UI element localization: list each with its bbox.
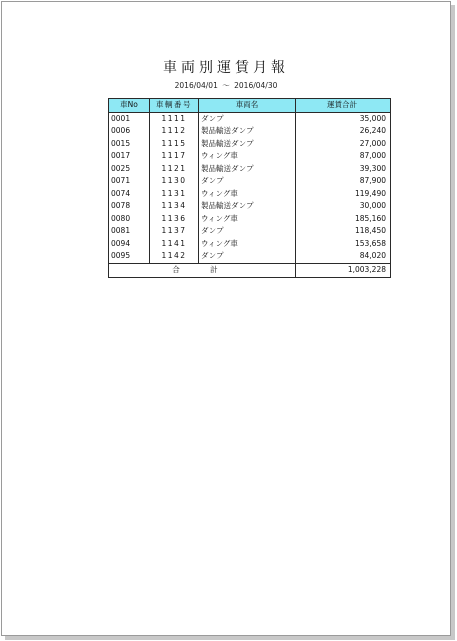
cell-vehicle-name: 製品輸送ダンプ (199, 125, 296, 138)
cell-registration-no: 1121 (150, 163, 199, 176)
table-row (109, 163, 391, 176)
cell-freight-amount: 118,450 (296, 225, 391, 238)
cell-vehicle-name: ダンプ (199, 250, 296, 263)
cell-vehicle-no: 0095 (109, 250, 150, 263)
cell-registration-no: 1115 (150, 138, 199, 151)
table-row (109, 125, 391, 138)
table-row (109, 238, 391, 251)
cell-registration-no: 1112 (150, 125, 199, 138)
table-row (109, 250, 391, 263)
period-from: 2016/04/01 (174, 81, 218, 90)
cell-registration-no: 1142 (150, 250, 199, 263)
table-header-row (109, 99, 391, 113)
total-amount: 1,003,228 (296, 263, 391, 277)
cell-registration-no: 1131 (150, 188, 199, 201)
cell-registration-no: 1130 (150, 175, 199, 188)
header-vehicle-name: 車両名 (199, 99, 296, 113)
table-row (109, 200, 391, 213)
table-row (109, 150, 391, 163)
table-row (109, 138, 391, 151)
cell-registration-no: 1136 (150, 213, 199, 226)
cell-freight-amount: 119,490 (296, 188, 391, 201)
cell-freight-amount: 30,000 (296, 200, 391, 213)
freight-table (108, 98, 391, 278)
cell-freight-amount: 26,240 (296, 125, 391, 138)
cell-vehicle-name: ウィング車 (199, 188, 296, 201)
cell-registration-no: 1134 (150, 200, 199, 213)
cell-vehicle-name: 製品輸送ダンプ (199, 138, 296, 151)
cell-registration-no: 1117 (150, 150, 199, 163)
cell-vehicle-name: 製品輸送ダンプ (199, 163, 296, 176)
cell-registration-no: 1111 (150, 112, 199, 125)
header-vehicle-no: 車No (109, 99, 150, 113)
cell-registration-no: 1141 (150, 238, 199, 251)
total-row (109, 263, 391, 277)
report-page (1, 1, 451, 636)
cell-vehicle-name: ウィング車 (199, 213, 296, 226)
cell-vehicle-no: 0001 (109, 112, 150, 125)
table-row (109, 175, 391, 188)
cell-freight-amount: 84,020 (296, 250, 391, 263)
cell-registration-no: 1137 (150, 225, 199, 238)
cell-freight-amount: 39,300 (296, 163, 391, 176)
cell-vehicle-no: 0006 (109, 125, 150, 138)
table-body (109, 112, 391, 263)
cell-vehicle-no: 0081 (109, 225, 150, 238)
table-row (109, 213, 391, 226)
cell-freight-amount: 87,000 (296, 150, 391, 163)
period-to: 2016/04/30 (234, 81, 278, 90)
total-label: 合 計 (109, 263, 296, 277)
cell-vehicle-name: ダンプ (199, 112, 296, 125)
cell-vehicle-name: ウィング車 (199, 150, 296, 163)
cell-vehicle-no: 0015 (109, 138, 150, 151)
cell-vehicle-name: 製品輸送ダンプ (199, 200, 296, 213)
cell-vehicle-name: ウィング車 (199, 238, 296, 251)
report-period (2, 80, 450, 91)
cell-vehicle-no: 0074 (109, 188, 150, 201)
cell-freight-amount: 87,900 (296, 175, 391, 188)
cell-vehicle-no: 0071 (109, 175, 150, 188)
table-row (109, 112, 391, 125)
cell-freight-amount: 185,160 (296, 213, 391, 226)
header-registration-no: 車輌番号 (150, 99, 199, 113)
report-title: 車両別運賃月報 (163, 60, 289, 76)
cell-vehicle-name: ダンプ (199, 225, 296, 238)
header-freight-total: 運賃合計 (296, 99, 391, 113)
cell-vehicle-no: 0025 (109, 163, 150, 176)
table-row (109, 188, 391, 201)
cell-vehicle-no: 0094 (109, 238, 150, 251)
cell-vehicle-name: ダンプ (199, 175, 296, 188)
cell-vehicle-no: 0078 (109, 200, 150, 213)
cell-vehicle-no: 0080 (109, 213, 150, 226)
cell-freight-amount: 27,000 (296, 138, 391, 151)
table-row (109, 225, 391, 238)
cell-vehicle-no: 0017 (109, 150, 150, 163)
cell-freight-amount: 153,658 (296, 238, 391, 251)
period-separator: ～ (222, 81, 230, 90)
cell-freight-amount: 35,000 (296, 112, 391, 125)
